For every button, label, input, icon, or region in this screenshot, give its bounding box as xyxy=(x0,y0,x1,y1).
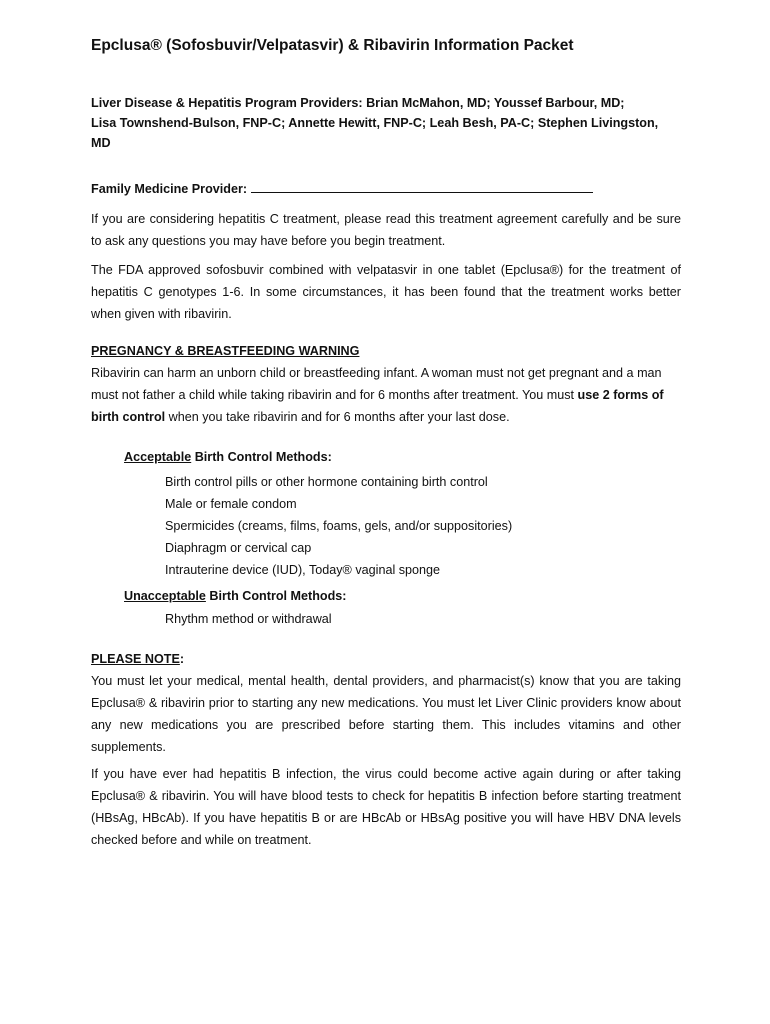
program-providers xyxy=(91,93,681,153)
list-item: Birth control pills or other hormone containing birth control xyxy=(165,475,488,489)
please-note-section xyxy=(91,648,681,758)
unacceptable-heading xyxy=(124,589,347,603)
fda-paragraph: The FDA approved sofosbuvir combined with velpatasvir in one tablet (Epclusa®) for the treatment of hepatitis C genotypes 1-6. In some circumstances, it has been found that the treatment works better when given with ribavirin. xyxy=(91,263,681,321)
warning-text-after: when you take ribavirin and for 6 months after your last dose. xyxy=(165,410,510,424)
list-item: Intrauterine device (IUD), Today® vaginal sponge xyxy=(165,563,441,577)
family-medicine-provider xyxy=(91,178,681,200)
warning-text-bold: use 2 forms of birth control xyxy=(91,388,664,424)
unacceptable-label-underlined: Unacceptable xyxy=(124,589,206,603)
document-title: Epclusa® (Sofosbuvir/Velpatasvir) & Ribavirin Information Packet xyxy=(91,37,574,54)
acceptable-label-underlined: Acceptable xyxy=(124,450,192,464)
pregnancy-warning xyxy=(91,340,681,428)
acceptable-heading xyxy=(124,450,332,464)
please-note-colon: : xyxy=(179,652,185,666)
please-note-heading-text: PLEASE NOTE xyxy=(91,652,180,666)
list-item: Male or female condom xyxy=(165,497,297,511)
unacceptable-methods-list xyxy=(165,608,332,630)
intro-paragraph: If you are considering hepatitis C treatment, please read this treatment agreement carefully and be sure to ask any questions you may have before you begin treatment. xyxy=(91,212,681,248)
warning-heading: PREGNANCY & BREASTFEEDING WARNING xyxy=(91,344,360,358)
list-item: Spermicides (creams, films, foams, gels, and/or suppositories) xyxy=(165,519,513,533)
warning-text-before: Ribavirin can harm an unborn child or breastfeeding infant. A woman must not get pregnant and a man must not father a child while taking ribavirin and for 6 months after treatment. You must xyxy=(91,366,662,402)
family-medicine-blank-line xyxy=(251,178,593,193)
providers-line-1: Liver Disease & Hepatitis Program Providers: Brian McMahon, MD; Youssef Barbour, MD; xyxy=(91,96,625,110)
acceptable-methods-list xyxy=(165,471,512,581)
list-item: Diaphragm or cervical cap xyxy=(165,541,312,555)
hepatitis-b-paragraph: If you have ever had hepatitis B infection, the virus could become active again during or after taking Epclusa® & ribavirin. You will have blood tests to check for hepatitis B infection before starting treatment (HBsAg, HBcAb). If you have hepatitis B or are HBcAb or HBsAg positive you will have HBV DNA levels checked before and while on treatment. xyxy=(91,767,681,847)
please-note-heading xyxy=(91,648,681,670)
warning-text xyxy=(91,362,681,428)
unacceptable-label-rest: Birth Control Methods: xyxy=(205,589,347,603)
acceptable-label-rest: Birth Control Methods: xyxy=(191,450,332,464)
list-item: Rhythm method or withdrawal xyxy=(165,612,332,626)
family-medicine-label: Family Medicine Provider: xyxy=(91,182,248,196)
please-note-text: You must let your medical, mental health, dental providers, and pharmacist(s) know that you are taking Epclusa® & ribavirin prior to starting any new medications. You must let Liver Clinic providers know about any new medications you are prescribed before starting them. This includes vitamins and other supplements. xyxy=(91,674,681,754)
providers-line-2: Lisa Townshend-Bulson, FNP-C; Annette Hewitt, FNP-C; Leah Besh, PA-C; Stephen Livingston, MD xyxy=(91,116,659,150)
